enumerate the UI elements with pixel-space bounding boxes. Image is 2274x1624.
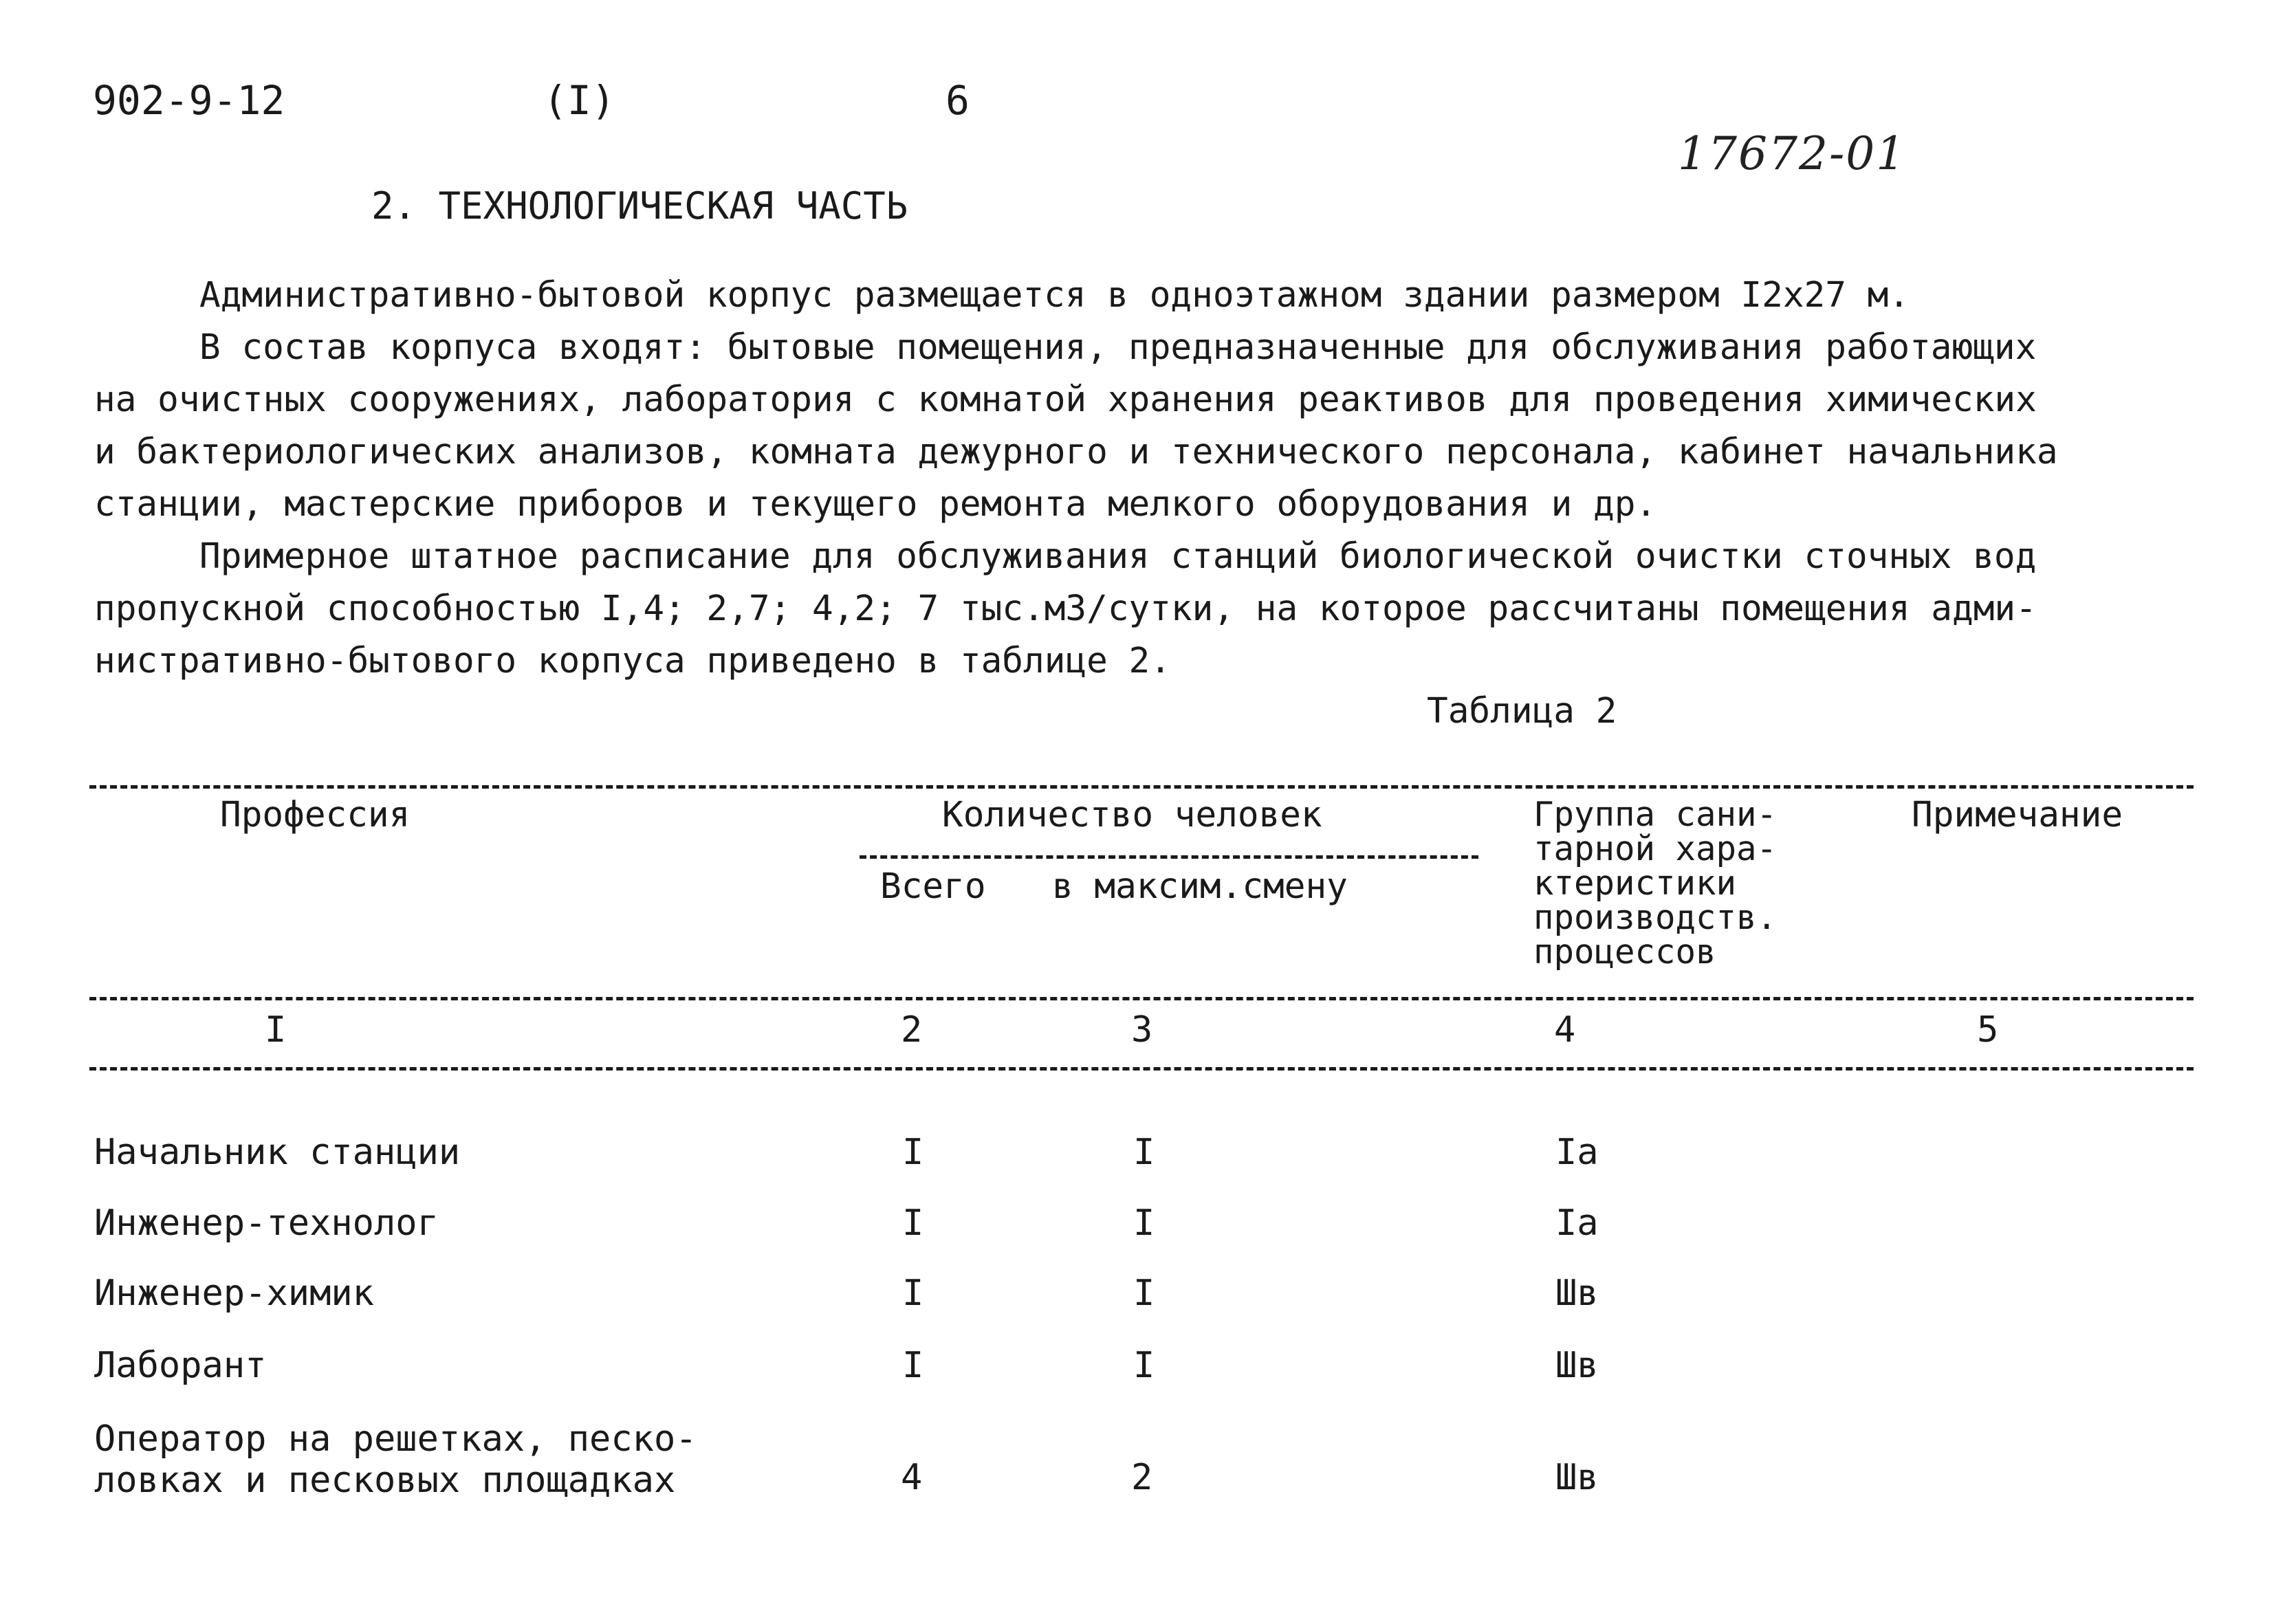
section-title: 2. ТЕХНОЛОГИЧЕСКАЯ ЧАСТЬ [371, 184, 908, 228]
page-number: 6 [945, 77, 970, 124]
cell-total: I [902, 1132, 924, 1173]
cell-max-shift: 2 [1131, 1457, 1153, 1498]
header-sanitary-line: Группа сани- [1533, 795, 1778, 834]
cell-profession-line-2: ловках и песковых площадках [94, 1460, 676, 1501]
paragraph-3-line-2: пропускной способностью I,4; 2,7; 4,2; 7 тыс.м3/сутки, на которое рассчитаны помещения адми- [94, 589, 2037, 629]
table-top-rule [89, 785, 2194, 789]
cell-total: 4 [901, 1457, 923, 1498]
paragraph-2-line-3: и бактериологических анализов, комната дежурного и технического персонала, кабинет начальника [94, 432, 2058, 472]
header-max-shift: в максим.смену [1052, 866, 1348, 907]
cell-max-shift: I [1133, 1132, 1155, 1173]
cell-profession: Начальник станции [94, 1132, 461, 1173]
cell-max-shift: I [1133, 1203, 1155, 1244]
header-profession: Профессия [220, 795, 411, 835]
paragraph-2-line-1: В состав корпуса входят: бытовые помещения, предназначенные для обслуживания работающих [199, 327, 2037, 368]
column-number-1: I [265, 1009, 287, 1051]
column-number-4: 4 [1554, 1009, 1576, 1051]
header-count-group: Количество человек [942, 795, 1322, 835]
document-code: 902-9-12 [93, 77, 285, 124]
cell-profession: Инженер-химик [94, 1273, 374, 1314]
paragraph-3-line-1: Примерное штатное расписание для обслуживания станций биологической очистки сточных вод [199, 536, 2037, 577]
paragraph-2-line-4: станции, мастерские приборов и текущего ремонта мелкого оборудования и др. [94, 484, 1657, 525]
paragraph-3-line-3: нистративно-бытового корпуса приведено в таблице 2. [94, 641, 1171, 681]
column-numbers-bottom-rule [89, 1067, 2194, 1071]
cell-group: Шв [1555, 1457, 1599, 1498]
paragraph-2-line-2: на очистных сооружениях, лаборатория с комнатой хранения реактивов для проведения химических [94, 380, 2037, 420]
column-number-3: 3 [1131, 1009, 1153, 1051]
cell-group: Шв [1555, 1345, 1599, 1386]
header-note: Примечание [1912, 795, 2123, 835]
handwritten-number: 17672-01 [1678, 127, 1907, 180]
header-count-subrule [860, 855, 1478, 859]
cell-profession: Лаборант [94, 1345, 267, 1386]
cell-total: I [902, 1345, 924, 1386]
cell-profession: Инженер-технолог [94, 1203, 439, 1244]
header-sanitary-line: производств. [1533, 898, 1778, 937]
header-sanitary-line: тарной хара- [1533, 829, 1778, 868]
header-sanitary-line: процессов [1533, 932, 1716, 972]
cell-group: Iа [1555, 1203, 1599, 1244]
cell-max-shift: I [1133, 1345, 1155, 1386]
header-sanitary-line: ктеристики [1533, 864, 1737, 903]
cell-group: Шв [1555, 1273, 1599, 1314]
column-number-2: 2 [901, 1009, 923, 1051]
header-bottom-rule [89, 997, 2194, 1000]
column-number-5: 5 [1977, 1009, 1999, 1051]
document-part: (I) [543, 77, 615, 124]
table-caption: Таблица 2 [1427, 691, 1617, 732]
cell-total: I [902, 1203, 924, 1244]
cell-total: I [902, 1273, 924, 1314]
cell-group: Iа [1555, 1132, 1599, 1173]
cell-profession-line-1: Оператор на решетках, песко- [94, 1418, 697, 1460]
cell-max-shift: I [1133, 1273, 1155, 1314]
header-total: Всего [880, 866, 986, 907]
paragraph-1-line-1: Административно-бытовой корпус размещается в одноэтажном здании размером I2x27 м. [199, 275, 1910, 316]
